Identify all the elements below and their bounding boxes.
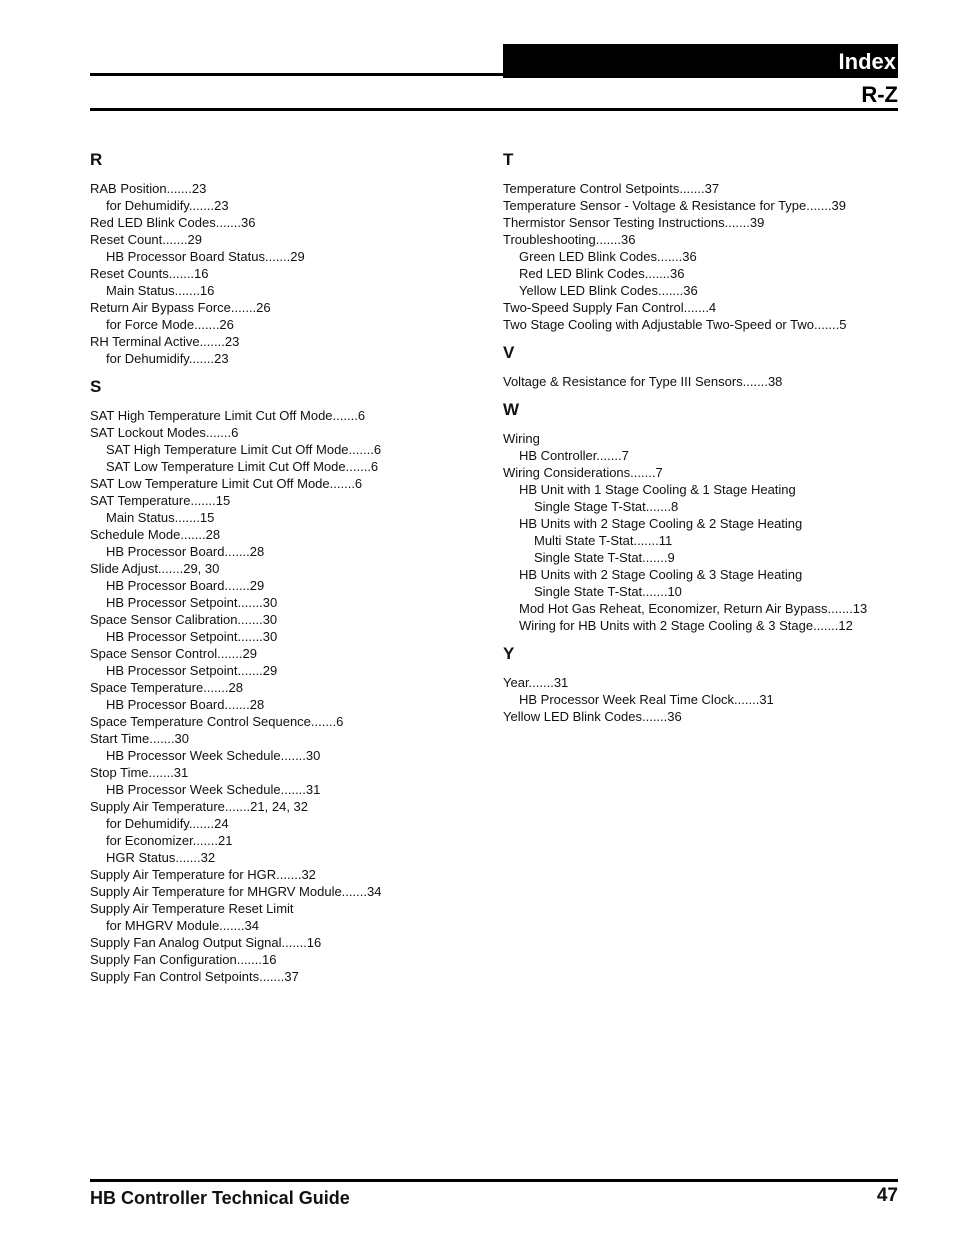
- index-subentry: Red LED Blink Codes.......36: [519, 266, 685, 281]
- index-entry: Wiring: [503, 431, 540, 446]
- index-entry: Return Air Bypass Force.......26: [90, 300, 271, 315]
- index-subentry: Wiring for HB Units with 2 Stage Cooling & 3 Stage.......12: [519, 618, 853, 633]
- page-title: Index: [838, 49, 896, 74]
- footer-rule: [90, 1179, 898, 1182]
- index-entry: Start Time.......30: [90, 731, 189, 746]
- index-entry: Supply Air Temperature Reset Limit: [90, 901, 294, 916]
- index-entry: Yellow LED Blink Codes.......36: [503, 709, 682, 724]
- index-entry: Temperature Sensor - Voltage & Resistance for Type.......39: [503, 198, 846, 213]
- index-entry: Supply Fan Configuration.......16: [90, 952, 277, 967]
- footer-page-number: 47: [876, 1185, 898, 1206]
- index-subentry: HB Controller.......7: [519, 448, 629, 463]
- index-subentry: SAT High Temperature Limit Cut Off Mode.......6: [106, 442, 382, 457]
- index-subentry: Single State T-Stat.......9: [534, 550, 675, 565]
- index-entry: Wiring Considerations.......7: [503, 465, 663, 480]
- index-entry: RH Terminal Active.......23: [90, 334, 240, 349]
- index-entry: Reset Count.......29: [90, 232, 203, 247]
- index-subentry: HGR Status.......32: [106, 850, 216, 865]
- index-entry: SAT Lockout Modes.......6: [90, 425, 239, 440]
- index-subentry: Main Status.......15: [106, 510, 215, 525]
- header-rule-left: [90, 73, 503, 76]
- index-entry: Space Sensor Control.......29: [90, 646, 257, 661]
- index-subentry: HB Processor Board.......28: [106, 544, 265, 559]
- index-subentry: HB Processor Setpoint.......29: [106, 663, 278, 678]
- index-section: [90, 377, 490, 985]
- index-entry: Schedule Mode.......28: [90, 527, 221, 542]
- index-subentry: for Dehumidify.......23: [106, 351, 229, 366]
- index-section: [503, 343, 903, 390]
- index-entry: Reset Counts.......16: [90, 266, 209, 281]
- index-entry: Supply Fan Control Setpoints.......37: [90, 969, 299, 984]
- index-entry: Red LED Blink Codes.......36: [90, 215, 256, 230]
- index-subentry: HB Processor Board Status.......29: [106, 249, 305, 264]
- index-entry: RAB Position.......23: [90, 181, 207, 196]
- index-subentry: HB Processor Week Real Time Clock.......31: [519, 692, 774, 707]
- index-subentry: Multi State T-Stat.......11: [534, 533, 673, 548]
- section-letter: V: [503, 343, 515, 362]
- index-entry: SAT Temperature.......15: [90, 493, 231, 508]
- index-subentry: for Force Mode.......26: [106, 317, 234, 332]
- index-entry: Space Temperature.......28: [90, 680, 243, 695]
- index-column-left: [90, 150, 490, 985]
- index-entry: Supply Fan Analog Output Signal.......16: [90, 935, 322, 950]
- index-subentry: HB Units with 2 Stage Cooling & 2 Stage Heating: [519, 516, 803, 531]
- section-letter: W: [503, 400, 520, 419]
- index-subentry: HB Processor Board.......29: [106, 578, 265, 593]
- index-entry: Temperature Control Setpoints.......37: [503, 181, 720, 196]
- index-entry: Slide Adjust.......29, 30: [90, 561, 220, 576]
- index-entry: SAT Low Temperature Limit Cut Off Mode.......6: [90, 476, 363, 491]
- index-subentry: HB Processor Week Schedule.......31: [106, 782, 321, 797]
- index-entry: SAT High Temperature Limit Cut Off Mode.......6: [90, 408, 366, 423]
- index-subentry: Main Status.......16: [106, 283, 215, 298]
- footer-document-title: HB Controller Technical Guide: [90, 1188, 350, 1208]
- index-subentry: SAT Low Temperature Limit Cut Off Mode.......6: [106, 459, 379, 474]
- index-subentry: HB Processor Setpoint.......30: [106, 595, 278, 610]
- index-entry: Two-Speed Supply Fan Control.......4: [503, 300, 717, 315]
- header-rule-full: [90, 108, 898, 111]
- index-subentry: Mod Hot Gas Reheat, Economizer, Return Air Bypass.......13: [519, 601, 868, 616]
- index-subentry: Single Stage T-Stat.......8: [534, 499, 679, 514]
- index-subentry: for MHGRV Module.......34: [106, 918, 259, 933]
- index-entry: Stop Time.......31: [90, 765, 189, 780]
- index-section: [503, 644, 903, 725]
- index-subentry: for Dehumidify.......23: [106, 198, 229, 213]
- index-subentry: Single State T-Stat.......10: [534, 584, 682, 599]
- index-subentry: for Economizer.......21: [106, 833, 233, 848]
- index-entry: Troubleshooting.......36: [503, 232, 636, 247]
- index-entry: Year.......31: [503, 675, 569, 690]
- index-subentry: HB Processor Week Schedule.......30: [106, 748, 321, 763]
- index-entry: Two Stage Cooling with Adjustable Two-Speed or Two.......5: [503, 317, 847, 332]
- index-column-right: [503, 150, 903, 725]
- index-entry: Space Sensor Calibration.......30: [90, 612, 278, 627]
- index-entry: Supply Air Temperature for HGR.......32: [90, 867, 316, 882]
- section-letter: Y: [503, 644, 515, 663]
- section-letter: T: [503, 150, 514, 169]
- index-subentry: HB Unit with 1 Stage Cooling & 1 Stage Heating: [519, 482, 796, 497]
- index-subentry: HB Processor Board.......28: [106, 697, 265, 712]
- index-subentry: for Dehumidify.......24: [106, 816, 229, 831]
- index-entry: Space Temperature Control Sequence.......6: [90, 714, 344, 729]
- index-entry: Voltage & Resistance for Type III Sensors.......38: [503, 374, 783, 389]
- index-range-subtitle: R-Z: [861, 82, 898, 107]
- index-section: [503, 400, 903, 634]
- index-entry: Thermistor Sensor Testing Instructions.......39: [503, 215, 765, 230]
- index-subentry: HB Units with 2 Stage Cooling & 3 Stage Heating: [519, 567, 803, 582]
- index-subentry: Green LED Blink Codes.......36: [519, 249, 697, 264]
- index-subentry: Yellow LED Blink Codes.......36: [519, 283, 698, 298]
- section-letter: S: [90, 377, 102, 396]
- index-subentry: HB Processor Setpoint.......30: [106, 629, 278, 644]
- index-entry: Supply Air Temperature.......21, 24, 32: [90, 799, 308, 814]
- index-section: [503, 150, 903, 333]
- section-letter: R: [90, 150, 103, 169]
- index-section: [90, 150, 490, 367]
- index-entry: Supply Air Temperature for MHGRV Module.......34: [90, 884, 382, 899]
